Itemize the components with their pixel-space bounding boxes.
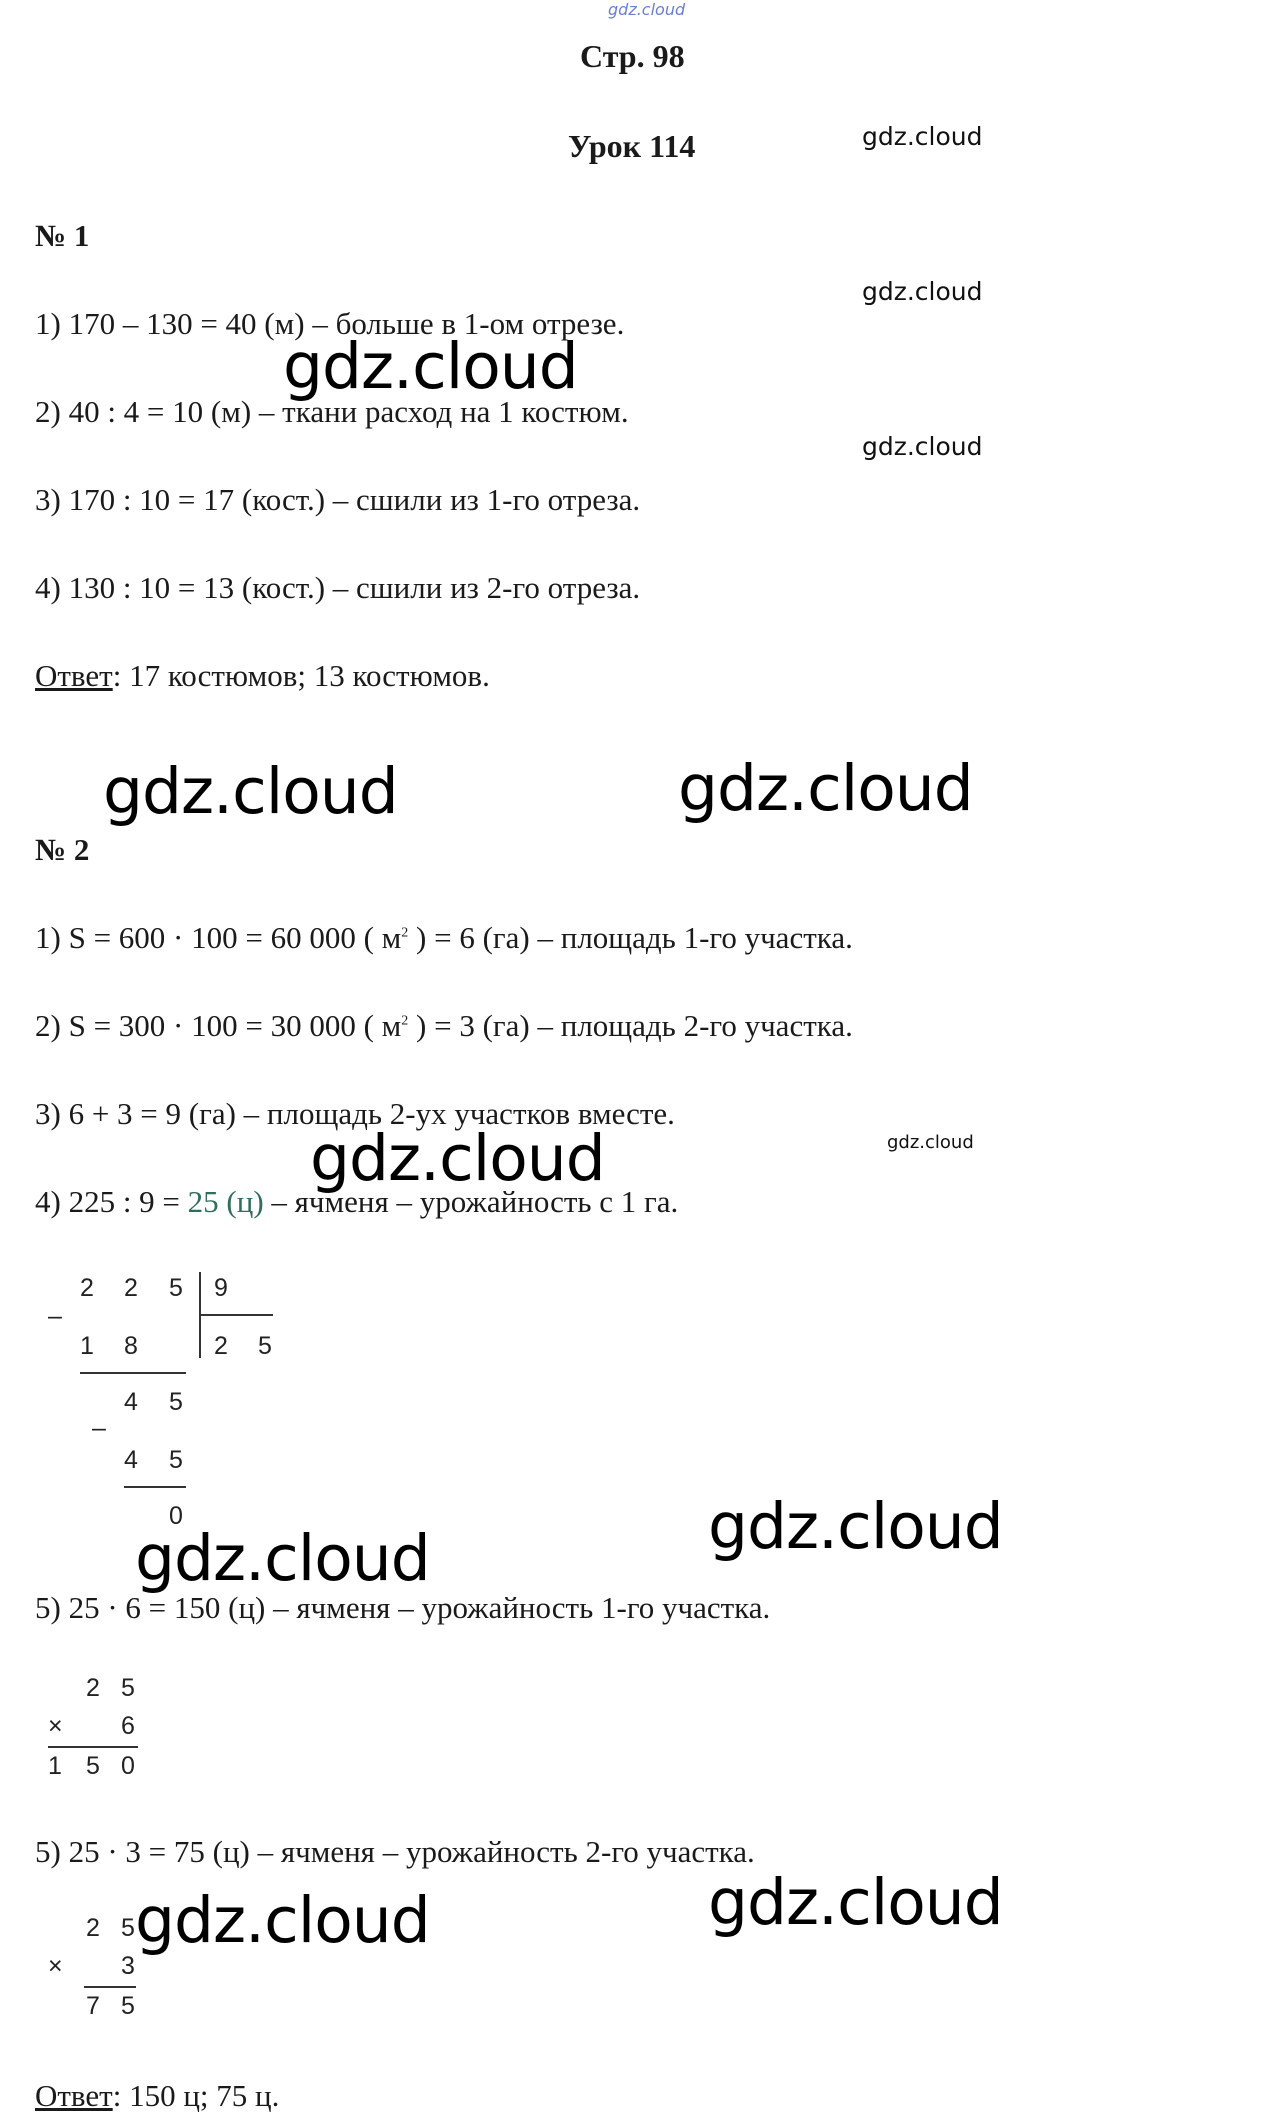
task1-line: 4) 130 : 10 = 13 (кост.) – сшили из 2-го отреза. — [35, 570, 641, 605]
watermark-small: gdz.cloud — [862, 122, 983, 151]
answer-text: : 150 ц; 75 ц. — [112, 2078, 280, 2113]
watermark-large: gdz.cloud — [708, 1866, 1003, 1939]
page-title: Стр. 98 — [580, 38, 685, 74]
watermark-tiny: gdz.cloud — [887, 1132, 974, 1153]
task2-number: № 2 — [35, 832, 90, 867]
watermark-small: gdz.cloud — [862, 277, 983, 306]
task2-line-3: 3) 6 + 3 = 9 (га) – площадь 2-ух участков вместе. — [35, 1096, 675, 1131]
watermark-large: gdz.cloud — [678, 752, 973, 825]
task1-answer — [35, 658, 490, 694]
task2-line-5: 5) 25 · 6 = 150 (ц) – ячменя – урожайность 1-го участка. — [35, 1590, 771, 1625]
watermark-large: gdz.cloud — [103, 755, 398, 828]
task1-number: № 1 — [35, 218, 90, 253]
task2-line-6: 5) 25 · 3 = 75 (ц) – ячменя – урожайность 2-го участка. — [35, 1834, 755, 1869]
watermark-small: gdz.cloud — [862, 432, 983, 461]
task2-line-1: 1) S = 600 · 100 = 60 000 ( $м^2$ ) = 6 (га) – площадь 1-го участка. — [35, 920, 853, 955]
watermark-large: gdz.cloud — [135, 1522, 430, 1595]
answer-label: Ответ — [35, 658, 113, 693]
task2-line-2: 2) S = 300 · 100 = 30 000 ( $м^2$ ) = 3 (га) – площадь 2-го участка. — [35, 1008, 853, 1043]
lesson-title: Урок 114 — [568, 128, 696, 164]
watermark-large: gdz.cloud — [283, 330, 578, 403]
task2-line-4: 4) 225 : 9 = 25 (ц) – ячменя – урожайность с 1 га. — [35, 1184, 679, 1219]
task1-line: 1) 170 – 130 = 40 (м) – больше в 1-ом отрезе. — [35, 306, 625, 341]
watermark-large: gdz.cloud — [310, 1122, 605, 1195]
task1-line: 2) 40 : 4 = 10 (м) – ткани расход на 1 костюм. — [35, 394, 629, 429]
task1-line: 3) 170 : 10 = 17 (кост.) – сшили из 1-го отреза. — [35, 482, 641, 517]
answer-text: : 17 костюмов; 13 костюмов. — [112, 658, 490, 693]
watermark-large: gdz.cloud — [708, 1490, 1003, 1563]
answer-label: Ответ — [35, 2078, 113, 2113]
task2-answer — [35, 2078, 279, 2114]
watermark-large: gdz.cloud — [135, 1884, 430, 1957]
watermark-top: gdz.cloud — [608, 0, 686, 19]
